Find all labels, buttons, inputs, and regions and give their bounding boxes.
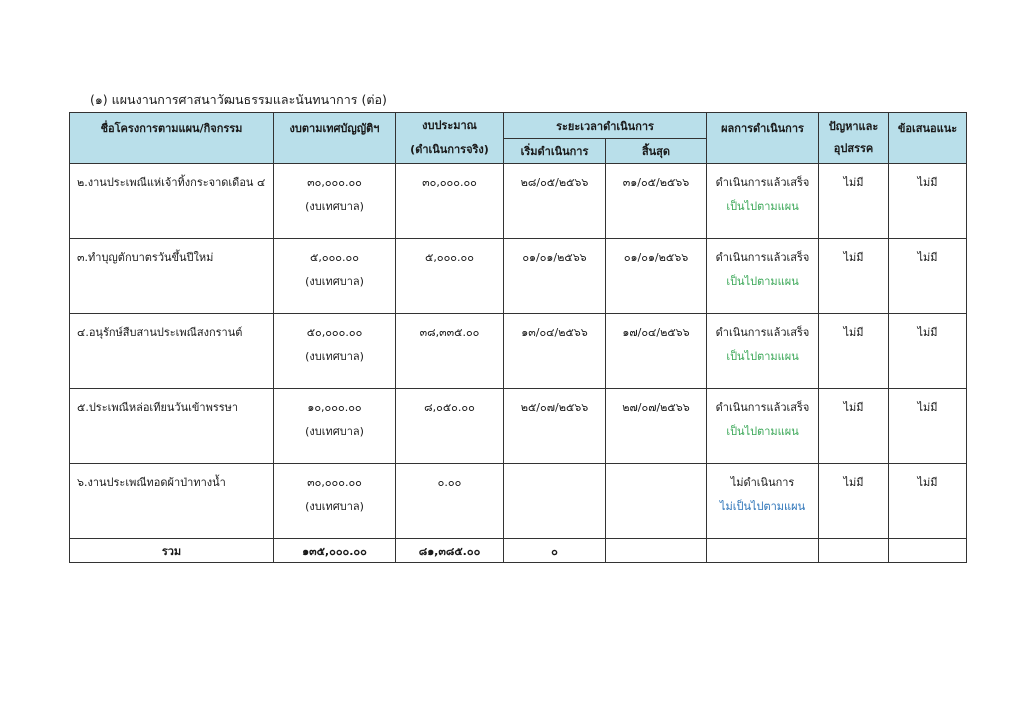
budget-cell [274,164,396,239]
result-text: ดำเนินการแล้วเสร็จ [715,401,810,414]
col-budget-actual-header [396,113,504,164]
problem-cell: ไม่มี [819,314,889,389]
col-result-header: ผลการดำเนินการ [707,113,819,164]
result-text: ดำเนินการแล้วเสร็จ [715,326,810,339]
col-problem-line2: อุปสรรค [833,142,874,155]
project-name: ๕.ประเพณีหล่อเทียนวันเข้าพรรษา [70,389,274,464]
budget-cell [274,389,396,464]
col-problem-line1: ปัญหาและ [828,120,879,133]
table-row [70,164,967,239]
problem-cell: ไม่มี [819,239,889,314]
budget-source: (งบเทศบาล) [305,275,364,288]
status-text: ไม่เป็นไปตามแผน [719,500,806,513]
result-text: ไม่ดำเนินการ [730,476,795,489]
result-cell [707,164,819,239]
total-end [606,539,707,563]
suggestion-cell: ไม่มี [889,239,967,314]
budget-cell [274,314,396,389]
col-end-header: สิ้นสุด [606,139,707,164]
problem-cell: ไม่มี [819,389,889,464]
problem-cell: ไม่มี [819,164,889,239]
total-actual: ๘๑,๓๘๕.๐๐ [396,539,504,563]
result-cell [707,239,819,314]
suggestion-cell: ไม่มี [889,164,967,239]
start-date [504,464,606,539]
budget-amount: ๕,๐๐๐.๐๐ [310,251,359,264]
end-date [606,464,707,539]
result-text: ดำเนินการแล้วเสร็จ [715,176,810,189]
actual-budget: ๐.๐๐ [396,464,504,539]
actual-budget: ๓๐,๐๐๐.๐๐ [396,164,504,239]
total-budget: ๑๓๕,๐๐๐.๐๐ [274,539,396,563]
status-text: เป็นไปตามแผน [726,425,799,438]
budget-cell [274,239,396,314]
budget-source: (งบเทศบาล) [305,425,364,438]
status-text: เป็นไปตามแผน [726,350,799,363]
end-date: ๓๑/๐๕/๒๕๖๖ [606,164,707,239]
table-row [70,239,967,314]
budget-source: (งบเทศบาล) [305,500,364,513]
col-budget-actual-line2: (ดำเนินการจริง) [410,143,489,156]
start-date: ๑๓/๐๔/๒๕๖๖ [504,314,606,389]
project-name: ๒.งานประเพณีแห่เจ้าทิ้งกระจาดเดือน ๔ [70,164,274,239]
col-budget-actual-line1: งบประมาณ [422,119,477,132]
total-row [70,539,967,563]
budget-amount: ๑๐,๐๐๐.๐๐ [307,401,362,414]
suggestion-cell: ไม่มี [889,464,967,539]
status-text: เป็นไปตามแผน [726,275,799,288]
total-label: รวม [70,539,274,563]
budget-source: (งบเทศบาล) [305,200,364,213]
actual-budget: ๘,๐๕๐.๐๐ [396,389,504,464]
actual-budget: ๕,๐๐๐.๐๐ [396,239,504,314]
status-text: เป็นไปตามแผน [726,200,799,213]
project-name: ๔.อนุรักษ์สืบสานประเพณีสงกรานต์ [70,314,274,389]
start-date: ๐๑/๐๑/๒๕๖๖ [504,239,606,314]
total-start: ๐ [504,539,606,563]
table-row [70,389,967,464]
start-date: ๒๕/๐๗/๒๕๖๖ [504,389,606,464]
table-row [70,314,967,389]
total-result [707,539,819,563]
end-date: ๑๗/๐๔/๒๕๖๖ [606,314,707,389]
suggestion-cell: ไม่มี [889,389,967,464]
budget-amount: ๓๐,๐๐๐.๐๐ [307,476,362,489]
budget-amount: ๕๐,๐๐๐.๐๐ [306,326,363,339]
total-problem [819,539,889,563]
suggestion-cell: ไม่มี [889,314,967,389]
col-budget-plan-header: งบตามเทศบัญญัติฯ [274,113,396,164]
project-name: ๓.ทำบุญตักบาตรวันขึ้นปีใหม่ [70,239,274,314]
budget-source: (งบเทศบาล) [305,350,364,363]
project-name: ๖.งานประเพณีทอดผ้าป่าทางน้ำ [70,464,274,539]
col-start-header: เริ่มดำเนินการ [504,139,606,164]
project-report-table [69,112,967,563]
col-period-header: ระยะเวลาดำเนินการ [504,113,707,139]
col-project-header: ชื่อโครงการตามแผน/กิจกรรม [70,113,274,164]
actual-budget: ๓๘,๓๓๕.๐๐ [396,314,504,389]
result-cell [707,464,819,539]
result-cell [707,314,819,389]
problem-cell: ไม่มี [819,464,889,539]
col-suggestion-header: ข้อเสนอแนะ [889,113,967,164]
end-date: ๐๑/๐๑/๒๕๖๖ [606,239,707,314]
total-suggestion [889,539,967,563]
table-row [70,464,967,539]
col-problem-header [819,113,889,164]
start-date: ๒๘/๐๕/๒๕๖๖ [504,164,606,239]
budget-cell [274,464,396,539]
page-heading: (๑) แผนงานการศาสนาวัฒนธรรมและนันทนาการ (ต่อ) [90,92,387,107]
end-date: ๒๗/๐๗/๒๕๖๖ [606,389,707,464]
result-text: ดำเนินการแล้วเสร็จ [715,251,810,264]
result-cell [707,389,819,464]
budget-amount: ๓๐,๐๐๐.๐๐ [307,176,362,189]
